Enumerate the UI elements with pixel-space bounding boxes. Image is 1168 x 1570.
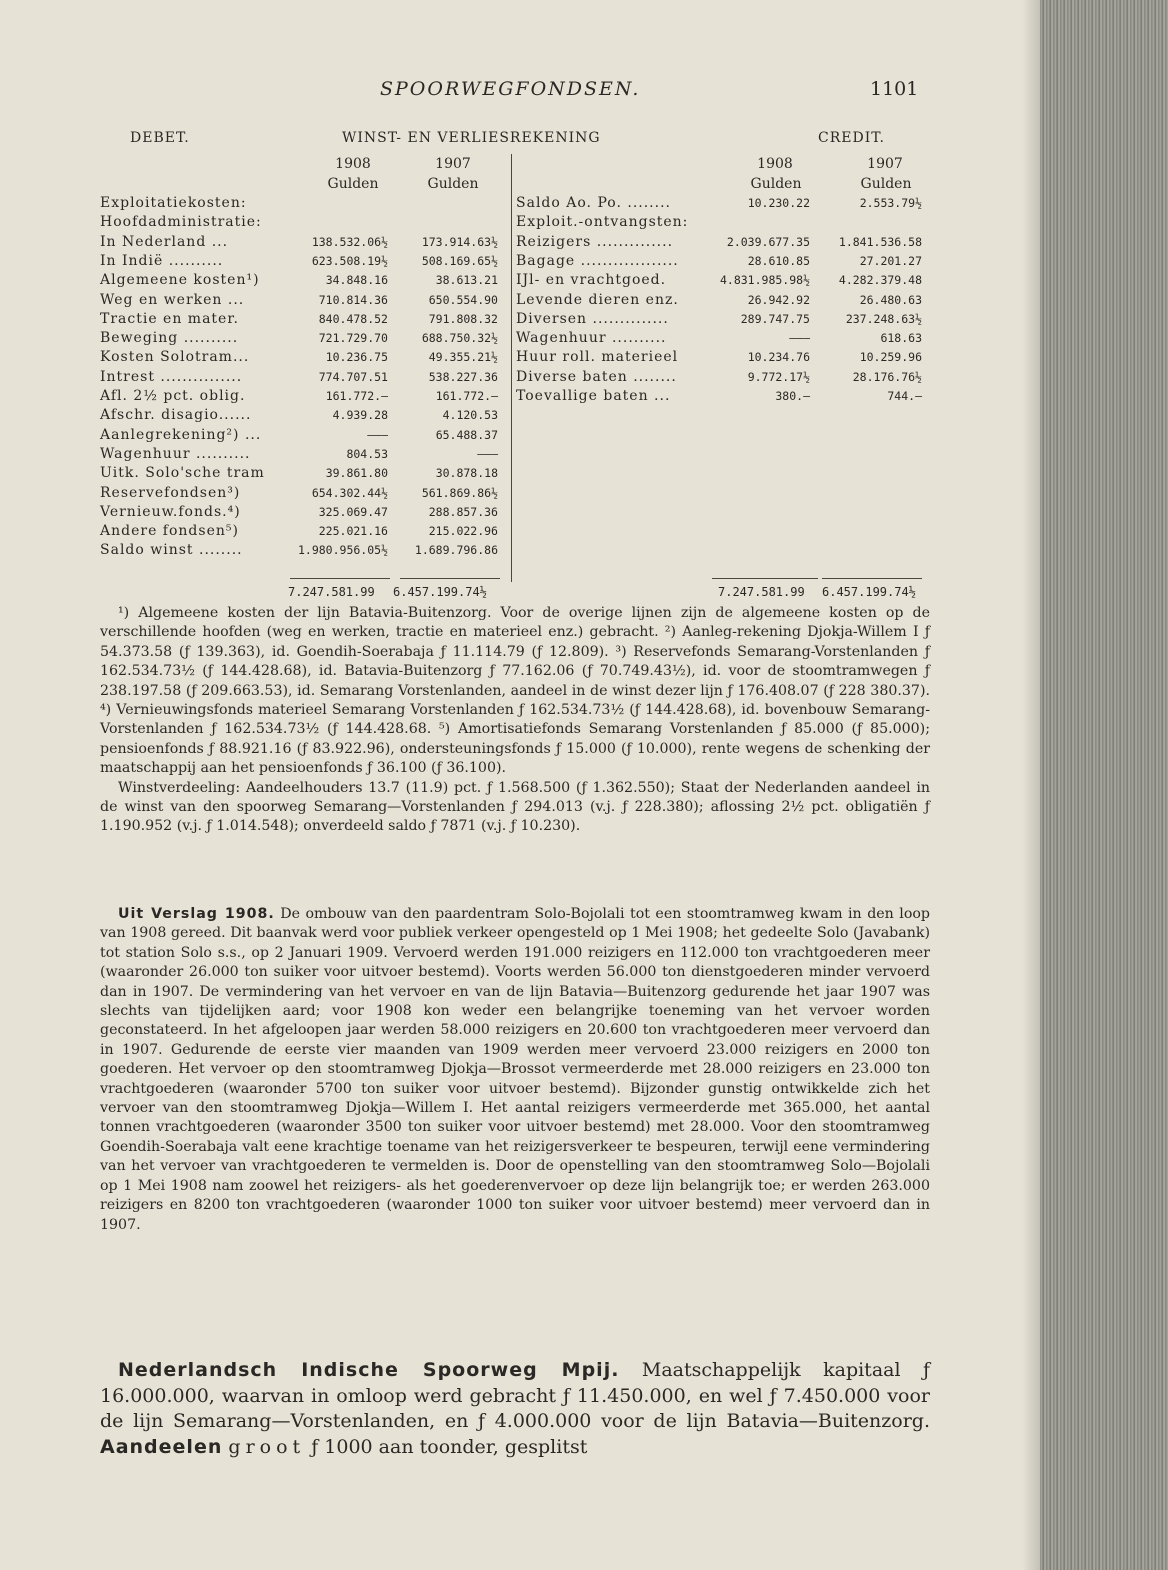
debit-row-label: Uitk. Solo'sche tram: [100, 465, 265, 482]
debit-row: [100, 329, 498, 348]
debit-row-label: Saldo winst ........: [100, 542, 243, 559]
credit-row-value-1907: 27.201.27: [859, 253, 922, 268]
debit-currency-1907: Gulden: [427, 176, 479, 192]
shares-label: Aandeelen: [100, 1435, 223, 1458]
company-name: Nederlandsch Indische Spoorweg Mpij.: [118, 1359, 620, 1381]
credit-row-value-1907: 28.176.76½: [852, 369, 922, 384]
credit-rule-1908: [712, 578, 818, 579]
debit-row: [100, 252, 498, 271]
debit-currency-1908: Gulden: [327, 176, 379, 192]
debit-row-value-1907: 38.613.21: [435, 273, 498, 288]
credit-row-label: Huur roll. materieel: [516, 349, 679, 366]
debit-rule-1908: [290, 578, 390, 579]
debit-row: [100, 233, 498, 252]
debit-row-label: Vernieuw.fonds.⁴): [100, 503, 241, 520]
debit-row-value-1907: 49.355.21½: [428, 350, 498, 365]
footnotes: [100, 604, 930, 837]
company-text-2: ƒ 1000 aan toonder, gesplitst: [311, 1435, 588, 1458]
debit-row: [100, 271, 498, 290]
profit-loss-account: [100, 130, 930, 600]
debit-row: [100, 464, 498, 483]
debit-row-value-1908: 1.980.956.05½: [297, 543, 388, 558]
debit-row: [100, 368, 498, 387]
credit-row-value-1908: 10.234.76: [747, 350, 810, 365]
profit-distribution: Winstverdeeling: Aandeelhouders 13.7 (11.9) pct. ƒ 1.568.500 (ƒ 1.362.550); Staat der Nederlanden aandeel in de winst van den spoorweg Semarang—Vorstenlanden ƒ 294.013 (v.j. ƒ 228.380); aflossing 2½ pct. obligatiën ƒ 1.190.952 (v.j. ƒ 1.014.548); onverdeeld saldo ƒ 7871 (v.j. ƒ 10.230).: [100, 779, 930, 835]
debit-row-value-1908: 4.939.28: [332, 408, 388, 423]
debit-row: [100, 522, 498, 541]
credit-row: [516, 252, 922, 271]
credit-row: [516, 310, 922, 329]
company-text-1: Maatschappelijk kapitaal ƒ 16.000.000, waarvan in omloop werd gebracht ƒ 11.450.000, en wel ƒ 7.450.000 voor de lijn Semarang—Vorstenlanden, en ƒ 4.000.000 voor de lijn Batavia—Buitenzorg.: [100, 1359, 931, 1432]
report-lead: Uit Verslag 1908.: [118, 906, 275, 922]
debit-row-value-1907: 650.554.90: [428, 292, 498, 307]
debit-row-value-1907: 1.689.796.86: [414, 543, 498, 558]
page-number: 1101: [870, 78, 919, 100]
credit-row-value-1908: 289.747.75: [740, 311, 810, 326]
debit-row-value-1908: 161.772.—: [325, 389, 388, 403]
credit-row-value-1907: 26.480.63: [859, 292, 922, 307]
credit-row-value-1908: 2.039.677.35: [726, 234, 810, 249]
credit-total-1908: 7.247.581.99: [718, 585, 805, 599]
credit-row: [516, 291, 922, 310]
debit-row-value-1908: 840.478.52: [318, 311, 388, 326]
credit-row: [516, 348, 922, 367]
debit-row: [100, 445, 498, 464]
debit-row-label: Afschr. disagio......: [100, 407, 252, 424]
debit-row-value-1907: 30.878.18: [435, 466, 498, 481]
credit-row-value-1908: 26.942.92: [747, 292, 810, 307]
debit-row: [100, 484, 498, 503]
debit-row-value-1907: 688.750.32½: [421, 331, 498, 346]
debit-row-value-1907: 65.488.37: [435, 427, 498, 442]
credit-row-value-1907: 618.63: [880, 331, 922, 346]
credit-total-1907: 6.457.199.74½: [822, 585, 916, 599]
debit-row-value-1907: 288.857.36: [428, 504, 498, 519]
debit-row: [100, 348, 498, 367]
debet-label: DEBET.: [130, 130, 190, 146]
debit-row-value-1908: 654.302.44½: [311, 485, 388, 500]
debit-row-label: Hoofdadministratie:: [100, 214, 262, 231]
credit-row-value-1908: 9.772.17½: [747, 369, 810, 384]
credit-row-value-1907: 2.553.79½: [859, 196, 922, 210]
debit-total-1907: 6.457.199.74½: [393, 585, 487, 599]
debit-row-label: Wagenhuur ..........: [100, 445, 251, 462]
credit-row-label: Saldo Ao. Po. ........: [516, 195, 671, 211]
debit-row-label: Aanlegrekening²) ...: [100, 426, 262, 443]
report-text: De ombouw van den paardentram Solo-Bojolali tot een stoomtramweg kwam in den loop van 1908 gereed. Dit baanvak werd voor publiek verkeer opengesteld op 1 Mei 1908; het gedeelte Solo (Javabank) tot station Solo s.s., op 2 Januari 1909. Vervoerd werden 191.000 reizigers en 112.000 ton vrachtgoederen meer (waaronder 26.000 ton suiker voor uitvoer bestemd). Voorts werden 56.000 ton dienstgoederen minder vervoerd dan in 1907. De vermindering van het vervoer en van de lijn Batavia—Buitenzorg gedurende het jaar 1907 was slechts van tijdelijken aard; voor 1908 kon weder een belangrijke toeneming van het vervoer worden geconstateerd. In het afgeloopen jaar werden 58.000 reizigers en 20.600 ton vrachtgoederen meer vervoerd dan in 1907. Gedurende de eerste vier maanden van 1909 werden meer vervoerd 23.000 reizigers en 2000 ton goederen. Het vervoer op den stoomtramweg Djokja—Brossot vermeerderde met 28.000 reizigers en 23.000 ton vrachtgoederen (waaronder 5700 ton suiker voor uitvoer bestemd). Bijzonder gunstig ontwikkelde zich het vervoer van den stoomtramweg Djokja—Willem I. Het aantal reizigers vermeerderde met 365.000, het aantal tonnen vrachtgoederen (waaronder 3500 ton suiker voor uitvoer bestemd) met 28.000. Voor den stoomtramweg Goendih-Soerabaja valt eene krachtige toename van het reizigersverkeer te bespeuren, terwijl eene vermindering van het vervoer van vrachtgoederen te vermelden is. Door de openstelling van den stoomtramweg Solo—Bojolali op 1 Mei 1908 nam zoowel het reizigers- als het goederenvervoer op deze lijn belangrijk toe; er werden 263.000 reizigers en 8200 ton vrachtgoederen (waaronder 1000 ton suiker voor uitvoer bestemd) meer vervoerd dan in 1907.: [100, 906, 930, 1233]
debit-row-label: Weg en werken ...: [100, 291, 245, 308]
credit-row-value-1908: 4.831.985.98½: [719, 273, 810, 288]
credit-row-label: Bagage ..................: [516, 252, 679, 269]
credit-row-value-1907: 237.248.63½: [845, 311, 922, 326]
debit-row-label: In Nederland ...: [100, 233, 229, 250]
debit-row-value-1908: 34.848.16: [325, 273, 388, 288]
running-head: SPOORWEGFONDSEN.: [380, 78, 641, 100]
debit-row-label: Beweging ..........: [100, 330, 239, 347]
debit-row: [100, 310, 498, 329]
credit-row-value-1907: 4.282.379.48: [838, 273, 922, 288]
debit-rule-1907: [400, 578, 500, 579]
debit-row-value-1908: 10.236.75: [325, 350, 388, 365]
credit-row-value-1908: 10.230.22: [747, 196, 810, 210]
debit-year-1908: 1908: [335, 156, 371, 172]
credit-row-label: Wagenhuur ..........: [516, 330, 667, 347]
debit-row: [100, 387, 498, 406]
credit-row-value-1907: 744.—: [887, 389, 922, 403]
debit-row: [100, 406, 498, 425]
annual-report-excerpt: [100, 905, 930, 1235]
credit-row-value-1908: 380.—: [775, 389, 810, 403]
credit-row-value-1907: 10.259.96: [859, 350, 922, 365]
debit-row-label: Kosten Solotram...: [100, 349, 250, 366]
credit-currency-1907: Gulden: [860, 176, 912, 192]
account-title: WINST- EN VERLIESREKENING: [342, 130, 601, 146]
credit-currency-1908: Gulden: [750, 176, 802, 192]
debit-row-value-1907: 791.808.32: [428, 311, 498, 326]
credit-row-label: Exploit.-ontvangsten:: [516, 214, 689, 231]
shares-spaced-word: groot: [228, 1435, 306, 1458]
debit-row-value-1908: ———: [367, 427, 388, 442]
company-entry: [100, 1358, 930, 1460]
debit-row: [100, 541, 498, 560]
debit-row-value-1908: 325.069.47: [318, 504, 388, 519]
credit-row-label: IJl- en vrachtgoed.: [516, 272, 667, 289]
debit-year-1907: 1907: [435, 156, 471, 172]
debit-row-label: Algemeene kosten¹): [100, 272, 260, 289]
debit-row: [100, 213, 498, 232]
debit-row-value-1907: 161.772.—: [435, 389, 498, 403]
debit-row-value-1908: 721.729.70: [318, 331, 388, 346]
credit-row-label: Reizigers ..............: [516, 233, 674, 250]
debit-row-label: In Indië ..........: [100, 252, 224, 269]
credit-row: [516, 387, 922, 406]
debit-row-value-1908: 710.814.36: [318, 292, 388, 307]
credit-row-value-1908: ———: [789, 331, 810, 346]
debit-row-value-1908: 774.707.51: [318, 369, 388, 384]
debit-row-label: Tractie en mater.: [100, 310, 239, 327]
credit-row-value-1907: 1.841.536.58: [838, 234, 922, 249]
credit-row: [516, 213, 922, 232]
credit-row: [516, 194, 922, 213]
debit-row: [100, 291, 498, 310]
debit-row-value-1907: 173.914.63½: [421, 234, 498, 249]
debit-row: [100, 194, 498, 213]
debit-row-value-1907: 508.169.65½: [421, 253, 498, 268]
credit-row-label: Diverse baten ........: [516, 368, 677, 385]
debit-row-value-1908: 138.532.06½: [311, 234, 388, 249]
debit-row: [100, 503, 498, 522]
debit-row-value-1908: 39.861.80: [325, 466, 388, 481]
credit-year-1907: 1907: [867, 156, 903, 172]
column-divider: [511, 154, 512, 582]
credit-row-label: Toevallige baten ...: [516, 388, 671, 404]
debit-total-1908: 7.247.581.99: [288, 585, 375, 599]
debit-row-value-1907: 538.227.36: [428, 369, 498, 384]
debit-row: [100, 426, 498, 445]
debit-row-value-1908: 225.021.16: [318, 524, 388, 539]
debit-row-value-1907: 4.120.53: [442, 408, 498, 423]
credit-row: [516, 368, 922, 387]
debit-row-value-1908: 623.508.19½: [311, 253, 388, 268]
credit-row: [516, 329, 922, 348]
credit-row: [516, 271, 922, 290]
debit-row-value-1907: ———: [477, 446, 498, 461]
credit-year-1908: 1908: [757, 156, 793, 172]
credit-row: [516, 233, 922, 252]
debit-row-label: Reservefondsen³): [100, 484, 241, 501]
credit-row-value-1908: 28.610.85: [747, 253, 810, 268]
debit-row-label: Exploitatiekosten:: [100, 195, 247, 211]
credit-row-label: Diversen ..............: [516, 310, 669, 327]
credit-row-label: Levende dieren enz.: [516, 291, 679, 308]
debit-row-label: Afl. 2½ pct. oblig.: [100, 388, 246, 404]
debit-row-value-1908: 804.53: [346, 446, 388, 461]
footnote-text: ¹) Algemeene kosten der lijn Batavia-Buitenzorg. Voor de overige lijnen zijn de algemeene kosten op de verschillende hoofden (weg en werken, tractie en materieel enz.) gebracht. ²) Aanleg-rekening Djokja-Willem I ƒ 54.373.58 (ƒ 139.363), id. Goendih-Soerabaja ƒ 11.114.79 (ƒ 12.809). ³) Reservefonds Semarang-Vorstenlanden ƒ 162.534.73½ (ƒ 144.428.68), id. Batavia-Buitenzorg ƒ 77.162.06 (ƒ 70.749.43½), id. voor de stoomtramwegen ƒ 238.197.58 (ƒ 209.663.53), id. Semarang Vorstenlanden, aandeel in de winst dezer lijn ƒ 176.408.07 (ƒ 228 380.37). ⁴) Vernieuwingsfonds materieel Semarang Vorstenlanden ƒ 162.534.73½ (ƒ 144.428.68), id. bovenbouw Semarang-Vorstenlanden ƒ 162.534.73½ (ƒ 144.428.68. ⁵) Amortisatiefonds Semarang Vorstenlanden ƒ 85.000 (ƒ 85.000); pensioenfonds ƒ 88.921.16 (ƒ 83.922.96), ondersteuningsfonds ƒ 15.000 (ƒ 10.000), rente wegens de schenking der maatschappij aan het pensioenfonds ƒ 36.100 (ƒ 36.100).: [100, 605, 930, 777]
debit-row-value-1907: 561.869.86½: [421, 485, 498, 500]
debit-row-label: Andere fondsen⁵): [100, 523, 239, 540]
debit-row-value-1907: 215.022.96: [428, 524, 498, 539]
debit-row-label: Intrest ...............: [100, 368, 243, 385]
page-stack-edge: [1040, 0, 1168, 1570]
credit-rule-1907: [822, 578, 922, 579]
credit-label: CREDIT.: [818, 130, 885, 146]
